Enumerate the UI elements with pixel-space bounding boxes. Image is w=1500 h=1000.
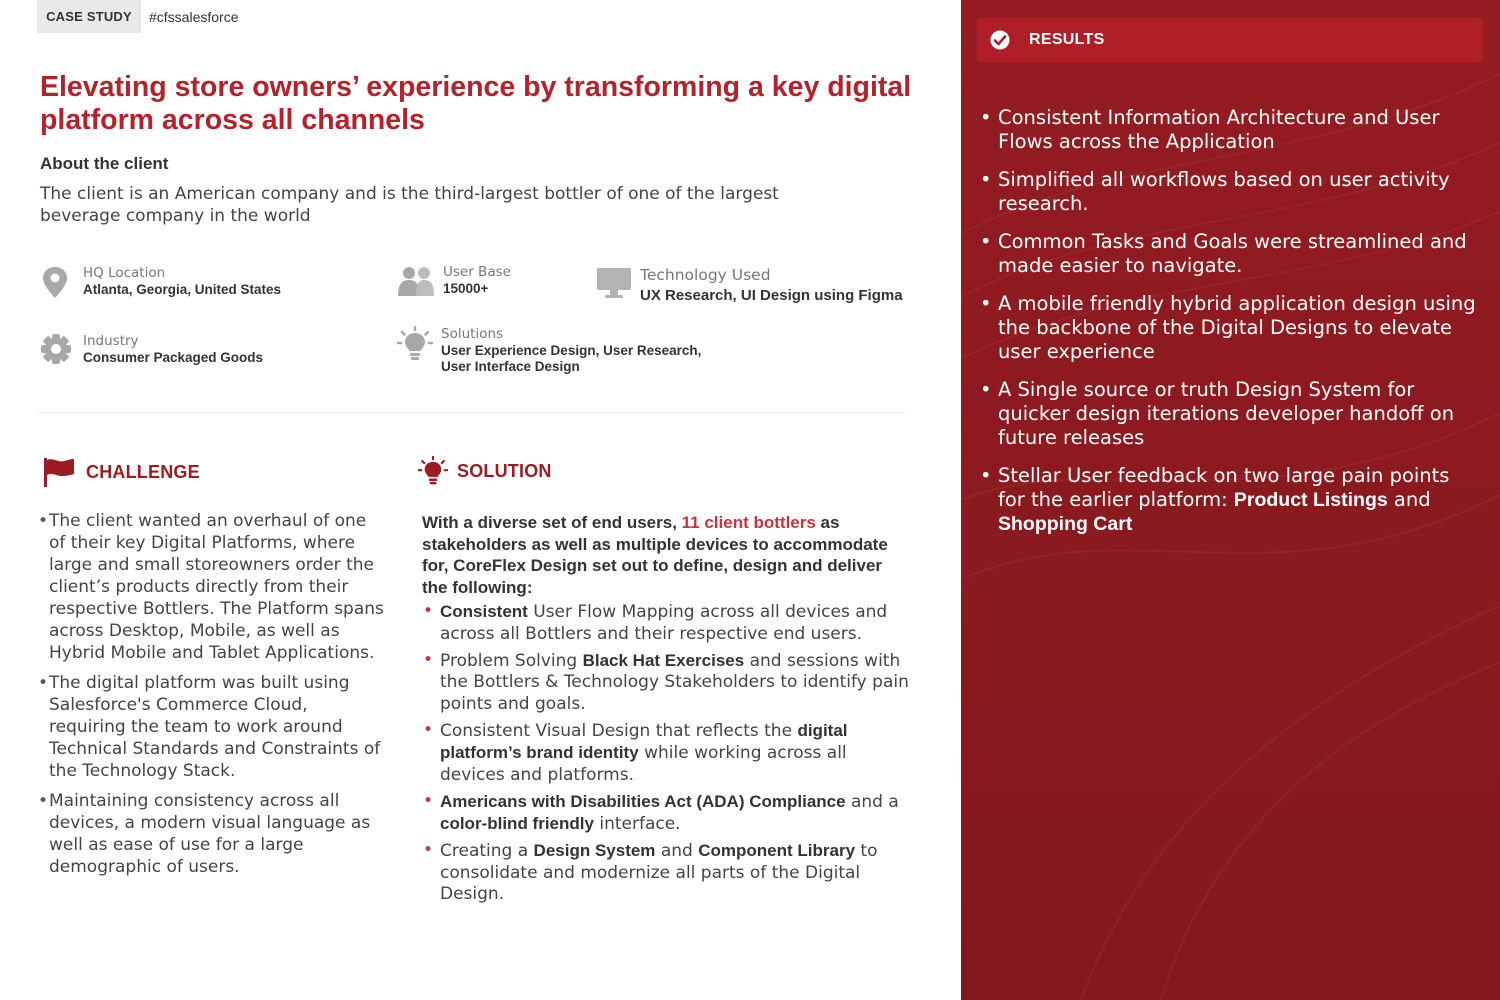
text: to consolidate and modernize all parts of the Digital Design. bbox=[440, 841, 878, 904]
hashtag: #cfssalesforce bbox=[149, 9, 239, 25]
text: Problem Solving bbox=[440, 650, 583, 671]
list-item bbox=[422, 791, 912, 836]
text: Consistent Visual Design that reflects the bbox=[440, 720, 798, 741]
list-item: • The digital platform was built using Salesforce's Commerce Cloud, requiring the team to work around Technical Standards and Constraints of the Technology Stack. bbox=[37, 672, 387, 782]
fact-hq-location bbox=[40, 265, 281, 301]
bold-text: digital platform’s brand identity bbox=[440, 720, 848, 762]
bold-text: Consistent bbox=[440, 602, 528, 621]
fact-label: Solutions bbox=[441, 326, 504, 342]
solution-heading bbox=[418, 456, 552, 486]
list-item: • A mobile friendly hybrid application design using the backbone of the Digital Designs to elevate user experience bbox=[979, 292, 1479, 364]
lightbulb-icon bbox=[396, 326, 434, 362]
bold-text: Product Listings bbox=[1233, 489, 1388, 511]
challenge-title: CHALLENGE bbox=[86, 461, 200, 482]
bold-text: Component Library bbox=[698, 841, 856, 860]
about-heading: About the client bbox=[40, 154, 169, 173]
bold-text: Shopping Cart bbox=[998, 513, 1133, 535]
location-pin-icon bbox=[40, 265, 76, 301]
intro-text: With a diverse set of end users, bbox=[422, 513, 682, 532]
intro-highlight: 11 client bottlers bbox=[681, 513, 816, 532]
bold-text: Design System bbox=[533, 841, 656, 860]
list-item: • Maintaining consistency across all devices, a modern visual language as well as ease of use for a large demographic of users. bbox=[37, 790, 387, 878]
text: and bbox=[1387, 488, 1431, 511]
fact-industry bbox=[40, 333, 263, 369]
list-item: • Common Tasks and Goals were streamlined and made easier to navigate. bbox=[979, 230, 1479, 278]
solution-list bbox=[422, 601, 912, 910]
fact-solutions bbox=[396, 326, 701, 375]
fact-value: Consumer Packaged Goods bbox=[83, 350, 264, 365]
list-item bbox=[422, 720, 912, 787]
text: User Flow Mapping across all devices and across all Bottlers and their respective end users. bbox=[440, 602, 888, 644]
text: interface. bbox=[593, 814, 681, 834]
fact-label: Technology Used bbox=[640, 266, 771, 284]
flag-icon bbox=[42, 457, 76, 487]
challenge-list bbox=[37, 510, 387, 886]
bold-text: Black Hat Exercises bbox=[582, 650, 745, 670]
fact-value: 15000+ bbox=[443, 281, 489, 296]
fact-value-line2: User Interface Design bbox=[441, 359, 580, 374]
about-text: The client is an American company and is the third-largest bottler of one of the largest beverage company in the world bbox=[40, 184, 779, 226]
fact-user-base bbox=[396, 264, 511, 300]
results-list bbox=[979, 106, 1479, 550]
bold-text: Americans with Disabilities Act (ADA) Compliance bbox=[440, 791, 846, 811]
list-item: • Simplified all workflows based on user activity research. bbox=[979, 168, 1479, 216]
lightbulb-icon bbox=[418, 456, 448, 486]
challenge-heading bbox=[42, 457, 200, 487]
list-item: • The client wanted an overhaul of one of their key Digital Platforms, where large and small storeowners order the client’s products directly from their respective Bottlers. The Platform spans across Desktop, Mobile, as well as Hybrid Mobile and Tablet Applications. bbox=[37, 510, 387, 664]
intro-text: as stakeholders as well as multiple devices to accommodate for, CoreFlex Design set out to define, design and deliver the following: bbox=[422, 513, 888, 597]
list-item bbox=[422, 601, 912, 645]
text: Stellar User feedback on two large pain points for the earlier platform: bbox=[998, 464, 1450, 511]
results-header bbox=[977, 18, 1483, 62]
list-item: • Consistent Information Architecture and User Flows across the Application bbox=[979, 106, 1479, 154]
check-circle-icon bbox=[989, 29, 1011, 51]
text: and sessions with the Bottlers & Technology Stakeholders to identify pain points and goals. bbox=[440, 650, 909, 714]
fact-value-line1: User Experience Design, User Research, bbox=[441, 343, 702, 358]
results-title: RESULTS bbox=[1029, 31, 1105, 48]
list-item bbox=[422, 650, 912, 716]
gear-icon bbox=[40, 333, 76, 369]
results-panel bbox=[961, 0, 1500, 1000]
section-divider bbox=[37, 412, 905, 413]
case-study-tag: CASE STUDY bbox=[37, 0, 141, 33]
text: and bbox=[655, 841, 699, 861]
users-icon bbox=[396, 264, 436, 300]
fact-label: HQ Location bbox=[83, 265, 166, 281]
bold-text: color-blind friendly bbox=[440, 814, 594, 833]
fact-label: Industry bbox=[83, 333, 139, 349]
text: and a bbox=[845, 791, 899, 812]
list-item: • A Single source or truth Design System for quicker design iterations developer handoff on future releases bbox=[979, 378, 1479, 450]
solution-title: SOLUTION bbox=[457, 460, 552, 481]
fact-technology bbox=[595, 266, 903, 307]
monitor-icon bbox=[595, 266, 633, 302]
text: while working across all devices and platforms. bbox=[440, 743, 847, 785]
solution-intro bbox=[422, 512, 892, 598]
list-item bbox=[422, 840, 912, 906]
list-item bbox=[979, 464, 1479, 536]
fact-value: UX Research, UI Design using Figma bbox=[640, 287, 903, 304]
page-title: Elevating store owners’ experience by transforming a key digital platform across all channels bbox=[40, 71, 912, 136]
fact-label: User Base bbox=[443, 264, 511, 280]
text: Creating a bbox=[440, 841, 534, 861]
fact-value: Atlanta, Georgia, United States bbox=[83, 282, 282, 297]
